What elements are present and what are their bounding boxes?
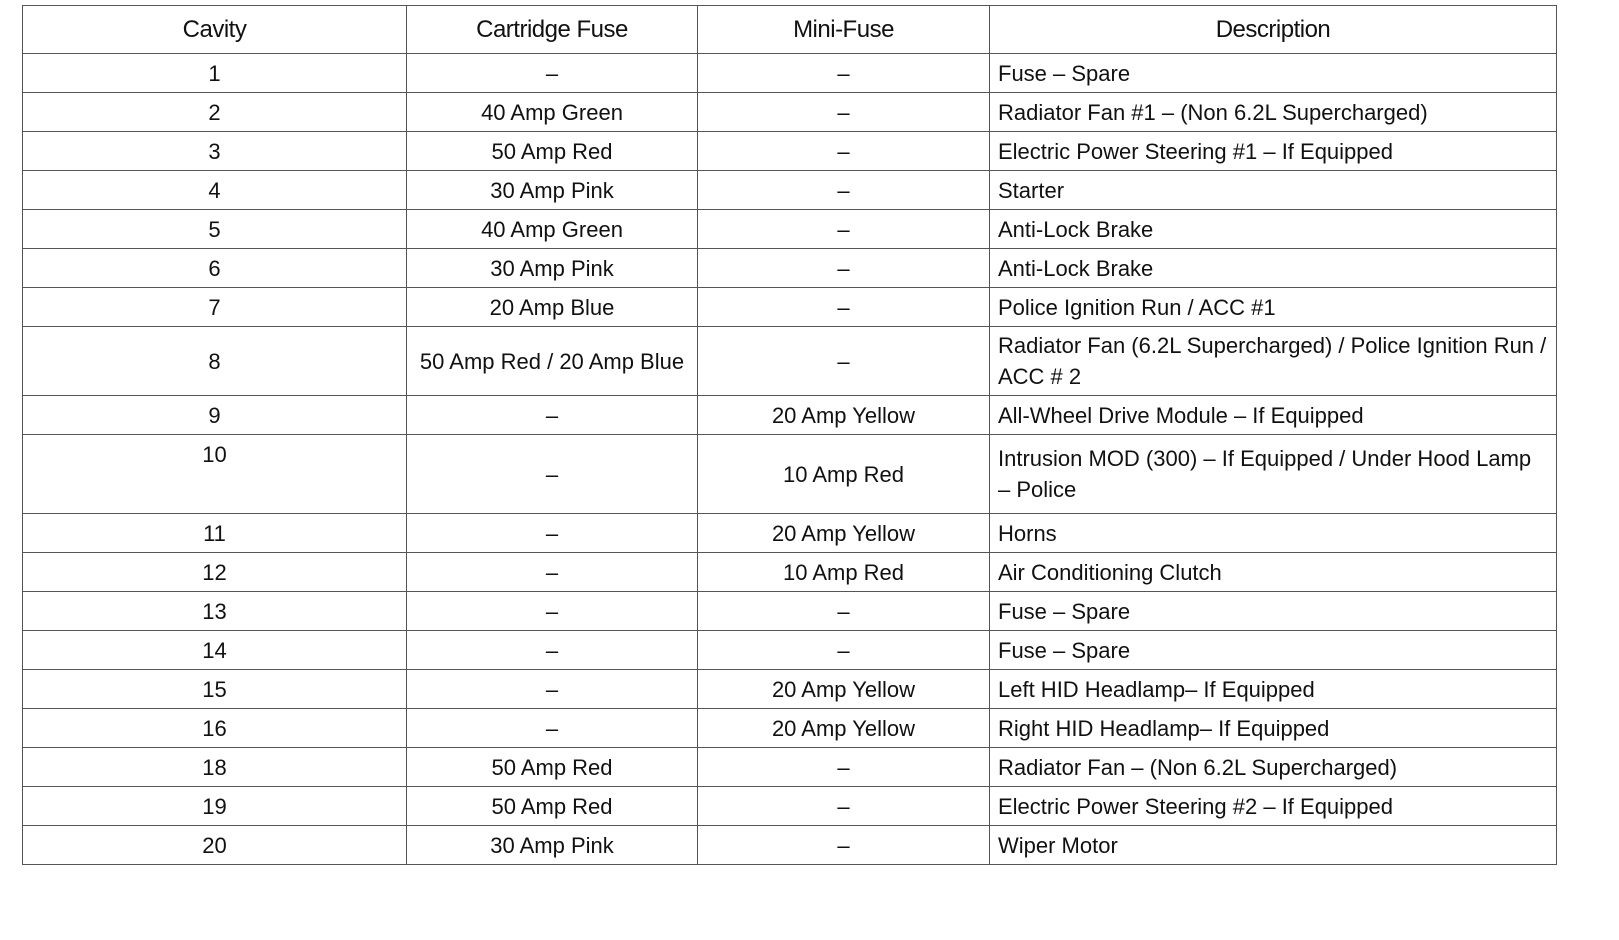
cell-description: Anti-Lock Brake xyxy=(990,210,1557,249)
cell-cartridge-fuse: – xyxy=(407,514,698,553)
header-description: Description xyxy=(990,6,1557,54)
cell-cavity: 12 xyxy=(23,553,407,592)
cell-mini-fuse: 20 Amp Yellow xyxy=(698,670,990,709)
cell-mini-fuse: – xyxy=(698,787,990,826)
cell-description: Fuse – Spare xyxy=(990,631,1557,670)
header-cavity: Cavity xyxy=(23,6,407,54)
cell-cavity: 13 xyxy=(23,592,407,631)
cell-cartridge-fuse: 30 Amp Pink xyxy=(407,171,698,210)
cell-mini-fuse: – xyxy=(698,327,990,396)
cell-description: Intrusion MOD (300) – If Equipped / Under Hood Lamp – Police xyxy=(990,435,1557,514)
cell-mini-fuse: 20 Amp Yellow xyxy=(698,514,990,553)
header-cartridge-fuse: Cartridge Fuse xyxy=(407,6,698,54)
cell-cavity: 19 xyxy=(23,787,407,826)
table-row xyxy=(23,826,1557,865)
cell-mini-fuse: – xyxy=(698,249,990,288)
header-row xyxy=(23,6,1557,54)
cell-description: Wiper Motor xyxy=(990,826,1557,865)
cell-mini-fuse: 20 Amp Yellow xyxy=(698,396,990,435)
table-row xyxy=(23,396,1557,435)
table-row xyxy=(23,553,1557,592)
cell-mini-fuse: – xyxy=(698,288,990,327)
cell-description: Left HID Headlamp– If Equipped xyxy=(990,670,1557,709)
cell-cavity: 5 xyxy=(23,210,407,249)
cell-cavity: 1 xyxy=(23,54,407,93)
cell-cartridge-fuse: 20 Amp Blue xyxy=(407,288,698,327)
cell-cavity: 4 xyxy=(23,171,407,210)
cell-mini-fuse: – xyxy=(698,210,990,249)
table-row xyxy=(23,54,1557,93)
cell-cartridge-fuse: – xyxy=(407,54,698,93)
cell-cartridge-fuse: – xyxy=(407,553,698,592)
cell-cavity: 18 xyxy=(23,748,407,787)
table-row xyxy=(23,787,1557,826)
cell-cartridge-fuse: – xyxy=(407,435,698,514)
fuse-table xyxy=(22,5,1557,865)
table-row xyxy=(23,249,1557,288)
cell-cavity: 15 xyxy=(23,670,407,709)
cell-cavity: 10 xyxy=(23,435,407,514)
cell-description: Radiator Fan – (Non 6.2L Supercharged) xyxy=(990,748,1557,787)
cell-description: Starter xyxy=(990,171,1557,210)
cell-mini-fuse: – xyxy=(698,132,990,171)
cell-cartridge-fuse: – xyxy=(407,709,698,748)
cell-cartridge-fuse: 30 Amp Pink xyxy=(407,826,698,865)
cell-mini-fuse: – xyxy=(698,93,990,132)
cell-mini-fuse: 20 Amp Yellow xyxy=(698,709,990,748)
table-row xyxy=(23,514,1557,553)
cell-cartridge-fuse: 50 Amp Red xyxy=(407,787,698,826)
cell-cartridge-fuse: 50 Amp Red / 20 Amp Blue xyxy=(407,327,698,396)
cell-mini-fuse: – xyxy=(698,826,990,865)
table-row xyxy=(23,592,1557,631)
cell-mini-fuse: – xyxy=(698,592,990,631)
cell-cartridge-fuse: 40 Amp Green xyxy=(407,210,698,249)
cell-cartridge-fuse: – xyxy=(407,631,698,670)
cell-cavity: 14 xyxy=(23,631,407,670)
cell-description: Radiator Fan #1 – (Non 6.2L Supercharged) xyxy=(990,93,1557,132)
table-row xyxy=(23,748,1557,787)
cell-description: Police Ignition Run / ACC #1 xyxy=(990,288,1557,327)
cell-description: Electric Power Steering #1 – If Equipped xyxy=(990,132,1557,171)
cell-cartridge-fuse: 50 Amp Red xyxy=(407,748,698,787)
cell-description: Horns xyxy=(990,514,1557,553)
cell-description: Fuse – Spare xyxy=(990,592,1557,631)
cell-cavity: 6 xyxy=(23,249,407,288)
table-row xyxy=(23,709,1557,748)
table-row xyxy=(23,435,1557,514)
cell-description: Anti-Lock Brake xyxy=(990,249,1557,288)
cell-cartridge-fuse: 50 Amp Red xyxy=(407,132,698,171)
cell-cavity: 3 xyxy=(23,132,407,171)
cell-mini-fuse: 10 Amp Red xyxy=(698,553,990,592)
cell-description: All-Wheel Drive Module – If Equipped xyxy=(990,396,1557,435)
cell-description: Right HID Headlamp– If Equipped xyxy=(990,709,1557,748)
table-row xyxy=(23,93,1557,132)
cell-cartridge-fuse: 30 Amp Pink xyxy=(407,249,698,288)
cell-mini-fuse: – xyxy=(698,748,990,787)
cell-description: Electric Power Steering #2 – If Equipped xyxy=(990,787,1557,826)
cell-cartridge-fuse: – xyxy=(407,396,698,435)
cell-cavity: 16 xyxy=(23,709,407,748)
cell-cavity: 11 xyxy=(23,514,407,553)
table-row xyxy=(23,132,1557,171)
cell-description: Air Conditioning Clutch xyxy=(990,553,1557,592)
cell-mini-fuse: – xyxy=(698,631,990,670)
table-row xyxy=(23,670,1557,709)
cell-cavity: 7 xyxy=(23,288,407,327)
cell-cartridge-fuse: 40 Amp Green xyxy=(407,93,698,132)
table-row xyxy=(23,288,1557,327)
cell-cavity: 9 xyxy=(23,396,407,435)
cell-description: Fuse – Spare xyxy=(990,54,1557,93)
cell-description: Radiator Fan (6.2L Supercharged) / Police Ignition Run / ACC # 2 xyxy=(990,327,1557,396)
table-row xyxy=(23,631,1557,670)
table-row xyxy=(23,327,1557,396)
cell-mini-fuse: – xyxy=(698,171,990,210)
cell-mini-fuse: – xyxy=(698,54,990,93)
cell-cartridge-fuse: – xyxy=(407,670,698,709)
table-row xyxy=(23,210,1557,249)
cell-cartridge-fuse: – xyxy=(407,592,698,631)
cell-cavity: 8 xyxy=(23,327,407,396)
cell-cavity: 2 xyxy=(23,93,407,132)
cell-cavity: 20 xyxy=(23,826,407,865)
table-row xyxy=(23,171,1557,210)
table-body xyxy=(23,54,1557,865)
cell-mini-fuse: 10 Amp Red xyxy=(698,435,990,514)
header-mini-fuse: Mini-Fuse xyxy=(698,6,990,54)
